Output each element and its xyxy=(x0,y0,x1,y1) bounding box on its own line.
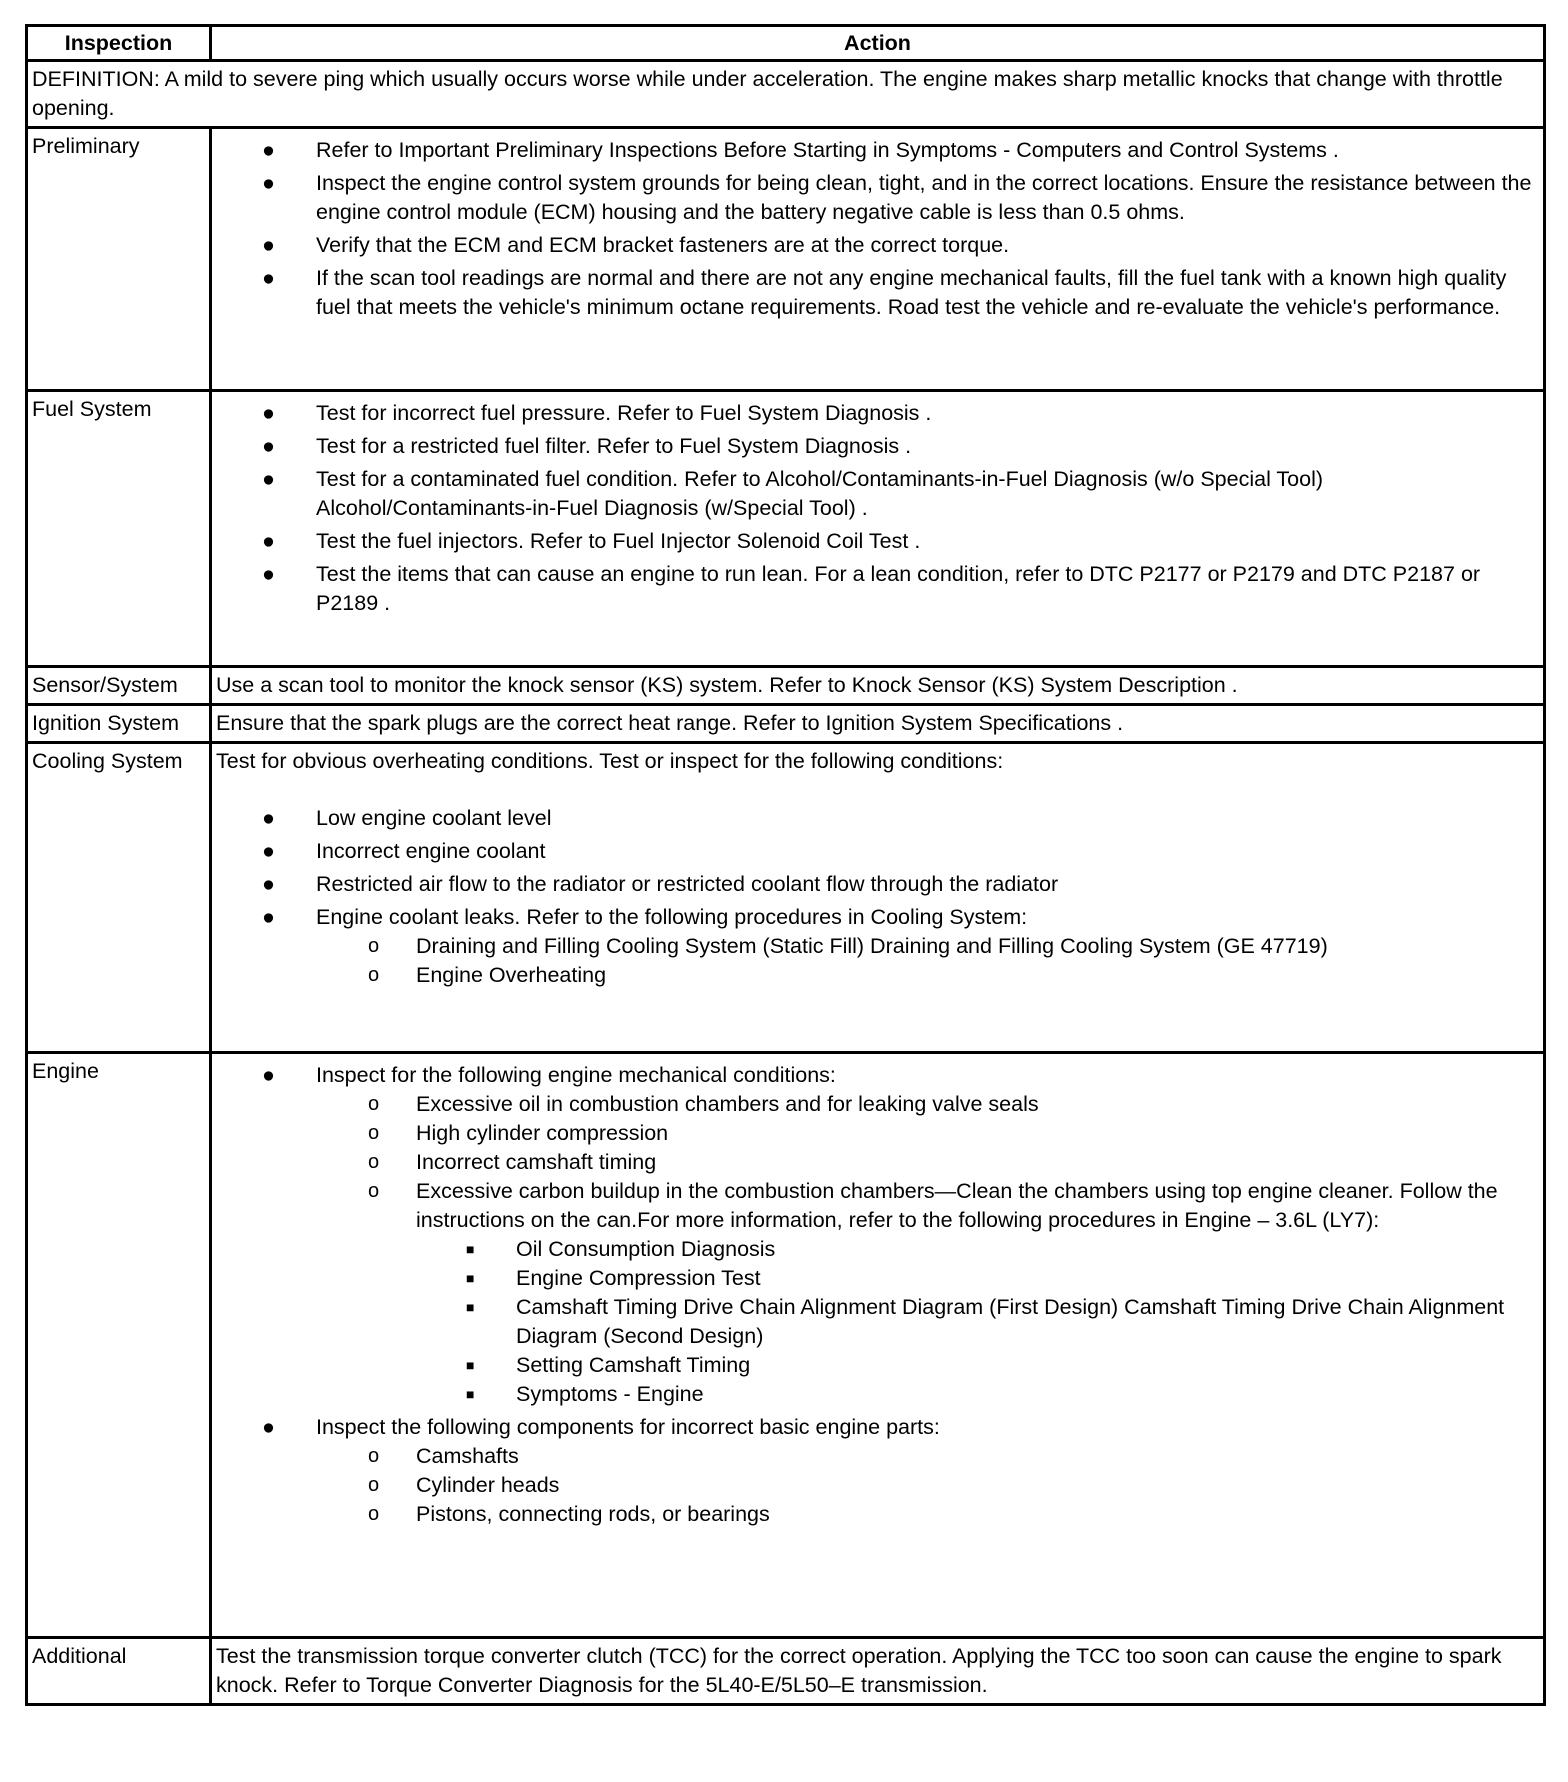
bullet-circle: o xyxy=(368,1503,380,1525)
action-sensor-system: Use a scan tool to monitor the knock sensor (KS) system. Refer to Knock Sensor (KS) System Description . xyxy=(211,667,1545,705)
list-item xyxy=(262,231,1539,260)
list-item xyxy=(262,399,1539,428)
list-item xyxy=(368,1177,1539,1409)
row-preliminary xyxy=(27,128,1545,391)
item-text: Incorrect camshaft timing xyxy=(416,1150,657,1174)
item-text: Cylinder heads xyxy=(416,1473,560,1497)
bullet-circle: o xyxy=(368,1445,380,1467)
bullet-circle: o xyxy=(368,1151,380,1173)
bullet-disc: ● xyxy=(262,434,275,458)
list-item xyxy=(262,136,1539,165)
list-item xyxy=(262,804,1539,833)
bullet-circle: o xyxy=(368,1180,380,1202)
item-text: Low engine coolant level xyxy=(316,806,552,830)
list-item xyxy=(368,961,1539,990)
list-item xyxy=(262,1413,1539,1529)
bullet-disc: ● xyxy=(262,872,275,896)
definition-row xyxy=(27,61,1545,128)
list-item xyxy=(368,1471,1539,1500)
item-text: Test for a contaminated fuel condition. Refer to Alcohol/Contaminants-in-Fuel Diagnosis (w/o Special Tool) Alcohol/Contaminants-in-Fuel Diagnosis (w/Special Tool) . xyxy=(316,467,1324,520)
header-action: Action xyxy=(211,26,1545,61)
list-item xyxy=(466,1235,1539,1264)
header-row xyxy=(27,26,1545,61)
item-text: Oil Consumption Diagnosis xyxy=(516,1237,776,1261)
item-text: Pistons, connecting rods, or bearings xyxy=(416,1502,770,1526)
bullet-square: ■ xyxy=(466,1386,475,1402)
bullet-disc: ● xyxy=(262,266,275,290)
item-text: Engine Compression Test xyxy=(516,1266,761,1290)
list-item xyxy=(368,1090,1539,1119)
list-item xyxy=(466,1351,1539,1380)
item-text: Excessive oil in combustion chambers and for leaking valve seals xyxy=(416,1092,1039,1116)
bullet-disc: ● xyxy=(262,138,275,162)
list-item xyxy=(368,1119,1539,1148)
bullet-disc: ● xyxy=(262,171,275,195)
action-additional: Test the transmission torque converter clutch (TCC) for the correct operation. Applying the TCC too soon can cause the engine to spark knock. Refer to Torque Converter Diagnosis for the 5L40-E/5L50–E transmission. xyxy=(211,1638,1545,1705)
bullet-circle: o xyxy=(368,1122,380,1144)
item-text: High cylinder compression xyxy=(416,1121,669,1145)
item-text: Test the items that can cause an engine to run lean. For a lean condition, refer to DTC P2177 or P2179 and DTC P2187 or P2189 . xyxy=(316,562,1481,615)
bullet-disc: ● xyxy=(262,401,275,425)
item-text: Setting Camshaft Timing xyxy=(516,1353,751,1377)
list-item xyxy=(262,903,1539,990)
bullet-disc: ● xyxy=(262,529,275,553)
item-text: Excessive carbon buildup in the combustion chambers—Clean the chambers using top engine cleaner. Follow the instructions on the can.For more information, refer to the following procedures in Engine – 3.6L (LY7): xyxy=(416,1179,1498,1232)
list-item xyxy=(262,870,1539,899)
item-text: Draining and Filling Cooling System (Static Fill) Draining and Filling Cooling System (GE 47719) xyxy=(416,934,1328,958)
bullet-circle: o xyxy=(368,935,380,957)
item-text: Camshafts xyxy=(416,1444,519,1468)
item-text: Camshaft Timing Drive Chain Alignment Diagram (First Design) Camshaft Timing Drive Chain Alignment Diagram (Second Design) xyxy=(516,1295,1505,1348)
item-text: Test the fuel injectors. Refer to Fuel Injector Solenoid Coil Test . xyxy=(316,529,921,553)
item-text: Inspect the engine control system grounds for being clean, tight, and in the correct locations. Ensure the resistance between the engine control module (ECM) housing and the battery negative cable is less than 0.5 ohms. xyxy=(316,171,1532,224)
list-item xyxy=(262,527,1539,556)
bullet-square: ■ xyxy=(466,1270,475,1286)
list-item xyxy=(466,1380,1539,1409)
label-fuel-system: Fuel System xyxy=(27,391,211,667)
list-item xyxy=(262,1061,1539,1409)
row-additional xyxy=(27,1638,1545,1705)
row-cooling-system xyxy=(27,743,1545,1053)
bullet-disc: ● xyxy=(262,562,275,586)
bullet-disc: ● xyxy=(262,839,275,863)
item-text: Test for incorrect fuel pressure. Refer to Fuel System Diagnosis . xyxy=(316,401,932,425)
item-text: Verify that the ECM and ECM bracket fasteners are at the correct torque. xyxy=(316,233,1010,257)
bullet-disc: ● xyxy=(262,1063,275,1087)
item-text: Inspect for the following engine mechanical conditions: xyxy=(316,1063,836,1087)
list-item xyxy=(262,560,1539,618)
label-sensor-system: Sensor/System xyxy=(27,667,211,705)
bullet-circle: o xyxy=(368,1474,380,1496)
list-item xyxy=(368,1148,1539,1177)
item-text: Engine coolant leaks. Refer to the following procedures in Cooling System: xyxy=(316,905,1028,929)
bullet-circle: o xyxy=(368,964,380,986)
bullet-disc: ● xyxy=(262,905,275,929)
action-cooling-system xyxy=(211,743,1545,1053)
action-engine xyxy=(211,1053,1545,1638)
item-text: Test for a restricted fuel filter. Refer to Fuel System Diagnosis . xyxy=(316,434,912,458)
list-item xyxy=(262,169,1539,227)
list-item xyxy=(466,1264,1539,1293)
label-additional: Additional xyxy=(27,1638,211,1705)
row-engine xyxy=(27,1053,1545,1638)
bullet-disc: ● xyxy=(262,806,275,830)
item-text: Incorrect engine coolant xyxy=(316,839,546,863)
label-ignition-system: Ignition System xyxy=(27,705,211,743)
bullet-disc: ● xyxy=(262,1415,275,1439)
row-sensor-system xyxy=(27,667,1545,705)
item-text: If the scan tool readings are normal and there are not any engine mechanical faults, fill the fuel tank with a known high quality fuel that meets the vehicle's minimum octane requirements. Road test the vehicle and re-evaluate the vehicle's performance. xyxy=(316,266,1507,319)
action-fuel-system xyxy=(211,391,1545,667)
list-item xyxy=(368,1442,1539,1471)
inspection-table xyxy=(25,24,1546,1706)
bullet-square: ■ xyxy=(466,1357,475,1373)
list-item xyxy=(262,264,1539,322)
list-item xyxy=(368,932,1539,961)
list-item xyxy=(262,837,1539,866)
item-text: Symptoms - Engine xyxy=(516,1382,704,1406)
bullet-square: ■ xyxy=(466,1241,475,1257)
row-ignition-system xyxy=(27,705,1545,743)
bullet-circle: o xyxy=(368,1093,380,1115)
cooling-intro: Test for obvious overheating conditions. Test or inspect for the following conditions: xyxy=(216,749,1004,773)
header-inspection: Inspection xyxy=(27,26,211,61)
label-engine: Engine xyxy=(27,1053,211,1638)
list-item xyxy=(262,432,1539,461)
item-text: Refer to Important Preliminary Inspections Before Starting in Symptoms - Computers and Control Systems . xyxy=(316,138,1339,162)
item-text: Engine Overheating xyxy=(416,963,607,987)
bullet-square: ■ xyxy=(466,1299,475,1315)
label-preliminary: Preliminary xyxy=(27,128,211,391)
row-fuel-system xyxy=(27,391,1545,667)
item-text: Inspect the following components for incorrect basic engine parts: xyxy=(316,1415,940,1439)
list-item xyxy=(262,465,1539,523)
bullet-disc: ● xyxy=(262,233,275,257)
list-item xyxy=(368,1500,1539,1529)
list-item xyxy=(466,1293,1539,1351)
label-cooling-system: Cooling System xyxy=(27,743,211,1053)
bullet-disc: ● xyxy=(262,467,275,491)
item-text: Restricted air flow to the radiator or restricted coolant flow through the radiator xyxy=(316,872,1059,896)
action-ignition-system: Ensure that the spark plugs are the correct heat range. Refer to Ignition System Specifications . xyxy=(211,705,1545,743)
definition-text: DEFINITION: A mild to severe ping which usually occurs worse while under acceleration. The engine makes sharp metallic knocks that change with throttle opening. xyxy=(27,61,1545,128)
action-preliminary xyxy=(211,128,1545,391)
